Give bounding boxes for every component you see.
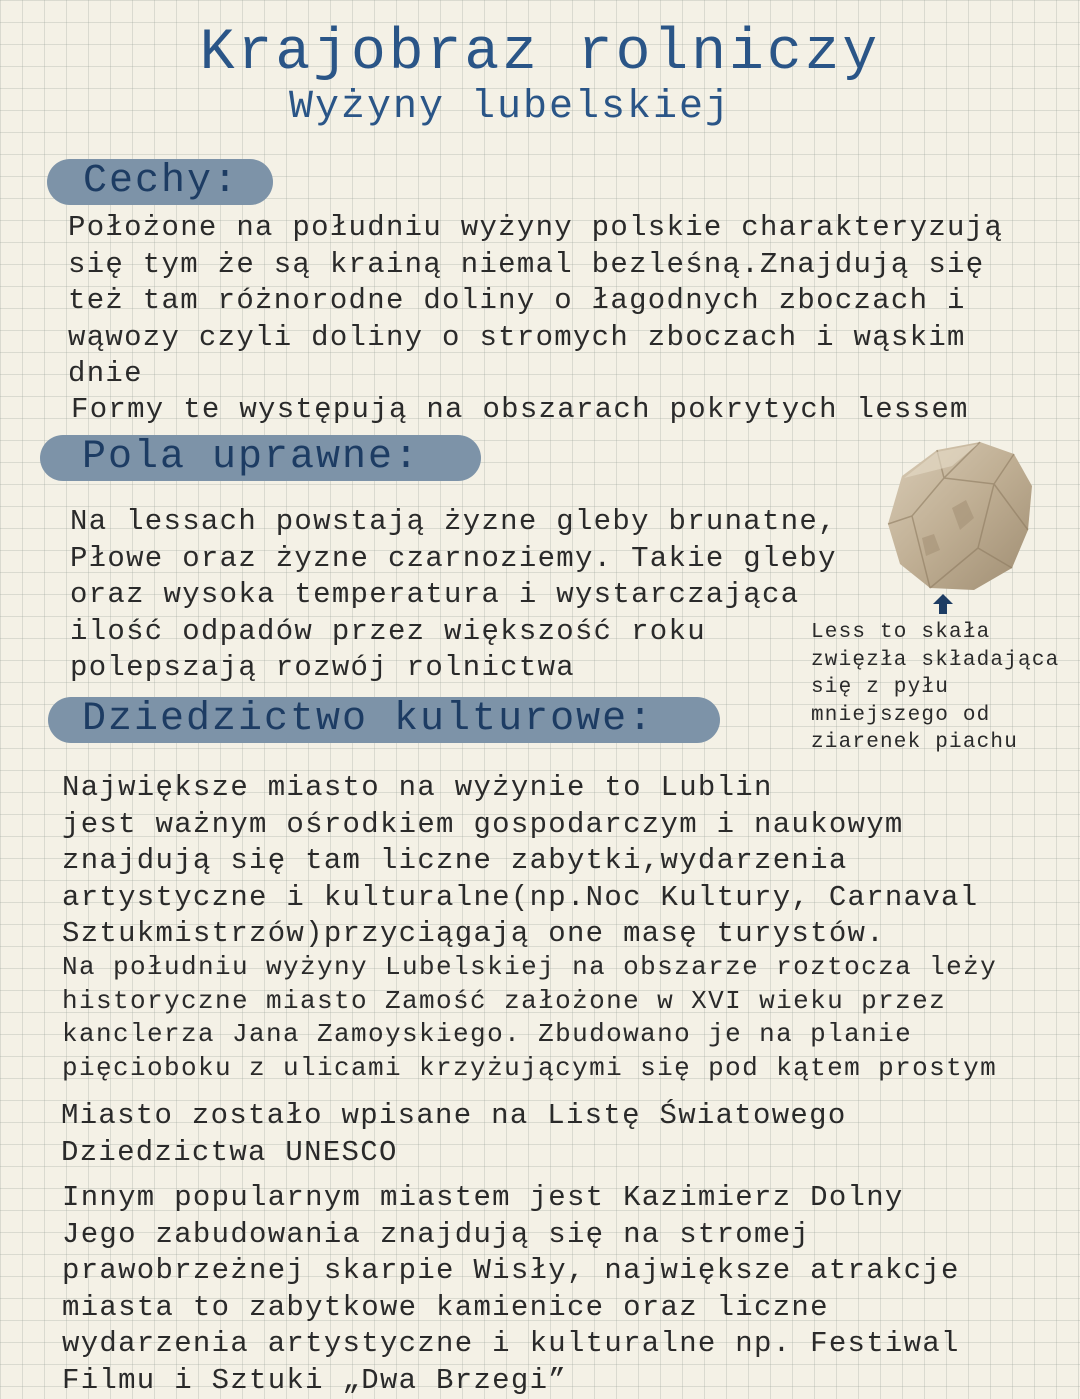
text-line: Największe miasto na wyżynie to Lublin <box>62 770 978 807</box>
text-line: oraz wysoka temperatura i wystarczająca <box>70 577 837 614</box>
less-caption <box>811 619 1059 757</box>
text-line: Innym popularnym miastem jest Kazimierz Dolny <box>62 1180 960 1217</box>
section-heading-pola: Pola uprawne: <box>40 435 481 481</box>
text-line: Filmu i Sztuki „Dwa Brzegi” <box>62 1363 960 1399</box>
arrow-up-icon <box>930 592 956 616</box>
text-line: Dziedzictwa UNESCO <box>61 1135 847 1172</box>
text-line: Na południu wyżyny Lubelskiej na obszarze roztocza leży <box>62 951 997 985</box>
text-line: dnie <box>68 356 1003 393</box>
text-line: się tym że są krainą niemal bezleśną.Znajdują się <box>68 247 1003 284</box>
dziedzictwo-para2 <box>62 951 997 1086</box>
text-line: jest ważnym ośrodkiem gospodarczym i naukowym <box>62 807 978 844</box>
text-line: wąwozy czyli doliny o stromych zboczach i wąskim <box>68 320 1003 357</box>
text-line: prawobrzeżnej skarpie Wisły, największe atrakcje <box>62 1253 960 1290</box>
text-line: historyczne miasto Zamość założone w XVI wieku przez <box>62 985 997 1019</box>
text-line: Położone na południu wyżyny polskie charakteryzują <box>68 210 1003 247</box>
text-line: znajdują się tam liczne zabytki,wydarzenia <box>62 843 978 880</box>
dziedzictwo-para4 <box>62 1180 960 1399</box>
text-line: też tam różnorodne doliny o łagodnych zboczach i <box>68 283 1003 320</box>
text-line: artystyczne i kulturalne(np.Noc Kultury, Carnaval <box>62 880 978 917</box>
cechy-text <box>68 210 1003 393</box>
less-rock <box>882 438 1038 594</box>
text-line: Sztukmistrzów)przyciągają one masę turystów. <box>62 916 978 953</box>
text-line: Płowe oraz żyzne czarnoziemy. Takie gleby <box>70 541 837 578</box>
section-heading-dziedzictwo: Dziedzictwo kulturowe: <box>48 697 720 743</box>
page-subtitle: Wyżyny lubelskiej <box>0 84 1020 132</box>
caption-line: zwięzła składająca <box>811 647 1059 675</box>
text-line: wydarzenia artystyczne i kulturalne np. Festiwal <box>62 1326 960 1363</box>
text-line: kanclerza Jana Zamoyskiego. Zbudowano je na planie <box>62 1018 997 1052</box>
text-line: Jego zabudowania znajdują się na stromej <box>62 1217 960 1254</box>
caption-line: ziarenek piachu <box>811 729 1059 757</box>
text-line: miasta to zabytkowe kamienice oraz liczne <box>62 1290 960 1327</box>
dziedzictwo-para3 <box>61 1098 847 1171</box>
cechy-extra: Formy te występują na obszarach pokrytych lessem <box>71 392 969 429</box>
page-title: Krajobraz rolniczy <box>0 22 1080 86</box>
dziedzictwo-para1 <box>62 770 978 953</box>
text-line: Miasto zostało wpisane na Listę Światowego <box>61 1098 847 1135</box>
pola-text <box>70 504 837 687</box>
caption-line: Less to skała <box>811 619 1059 647</box>
text-line: Na lessach powstają żyzne gleby brunatne, <box>70 504 837 541</box>
text-line: pięcioboku z ulicami krzyżującymi się pod kątem prostym <box>62 1052 997 1086</box>
caption-line: się z pyłu <box>811 674 1059 702</box>
caption-line: mniejszego od <box>811 702 1059 730</box>
section-heading-cechy: Cechy: <box>47 159 273 205</box>
text-line: ilość odpadów przez większość roku <box>70 614 837 651</box>
text-line: polepszają rozwój rolnictwa <box>70 650 837 687</box>
